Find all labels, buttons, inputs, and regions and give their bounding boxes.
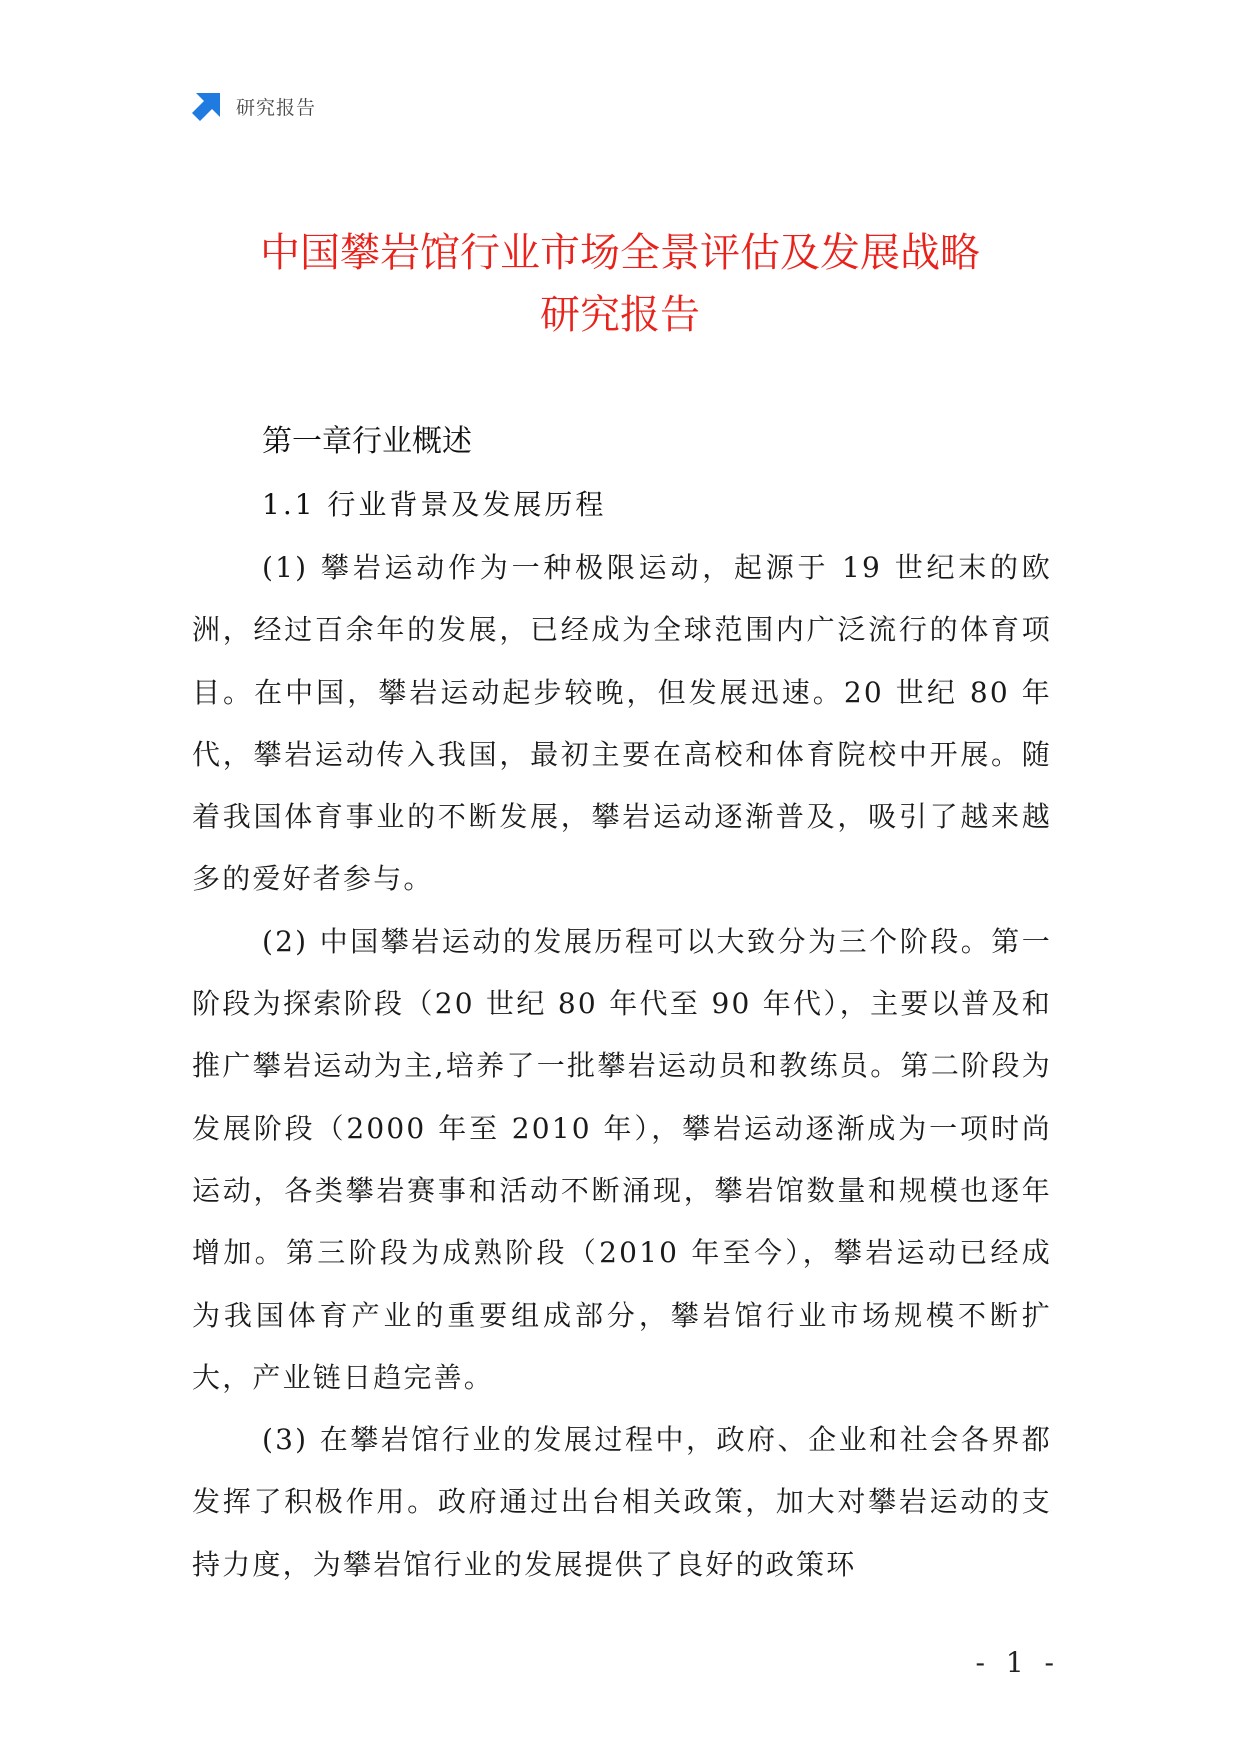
header-label: 研究报告 <box>236 96 317 119</box>
arrow-up-right-icon <box>190 89 224 123</box>
page-header <box>190 88 316 124</box>
page-number: - 1 - <box>975 1646 1060 1679</box>
chapter-heading: 第一章行业概述 <box>262 424 472 459</box>
paragraph-2: (2) 中国攀岩运动的发展历程可以大致分为三个阶段。第一阶段为探索阶段（20 世纪 80 年代至 90 年代），主要以普及和推广攀岩运动为主,培养了一批攀岩运动员和教练员。第二阶段为发展阶段（2000 年至 2010 年），攀岩运动逐渐成为一项时尚运动，各类攀岩赛事和活动不断涌现，攀岩馆数量和规模也逐年增加。第三阶段为成熟阶段（2010 年至今），攀岩运动已经成为我国体育产业的重要组成部分，攀岩馆行业市场规模不断扩大，产业链日趋完善。 <box>192 924 1052 1394</box>
title-line-2: 研究报告 <box>540 292 700 338</box>
paragraph-3: (3) 在攀岩馆行业的发展过程中，政府、企业和社会各界都发挥了积极作用。政府通过出台相关政策，加大对攀岩运动的支持力度，为攀岩馆行业的发展提供了良好的政策环 <box>192 1423 1052 1581</box>
document-title <box>160 222 1080 346</box>
paragraph-1: (1) 攀岩运动作为一种极限运动，起源于 19 世纪末的欧洲，经过百余年的发展，已经成为全球范围内广泛流行的体育项目。在中国，攀岩运动起步较晚，但发展迅速。20 世纪 80 年代，攀岩运动传入我国，最初主要在高校和体育院校中开展。随着我国体育事业的不断发展，攀岩运动逐渐普及，吸引了越来越多的爱好者参与。 <box>192 551 1052 896</box>
title-line-1: 中国攀岩馆行业市场全景评估及发展战略 <box>260 230 980 276</box>
body-text <box>192 537 1052 1596</box>
section-heading: 1.1 行业背景及发展历程 <box>262 488 607 521</box>
